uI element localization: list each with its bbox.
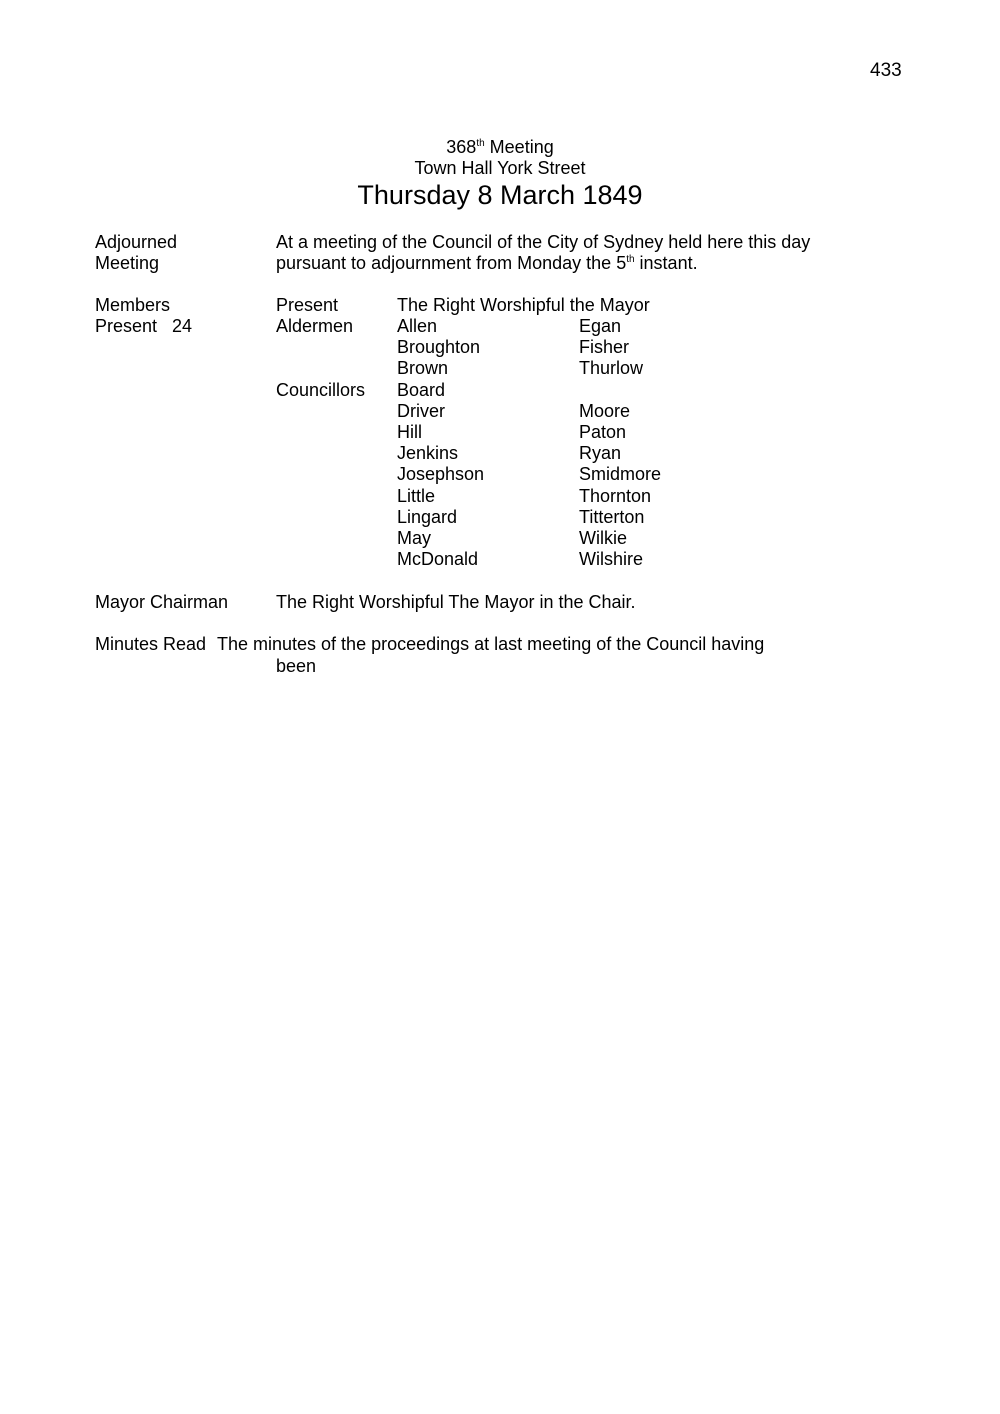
meeting-number: 368th Meeting [446,137,554,157]
councillors-label: Councillors [276,380,366,400]
meeting-date: Thursday 8 March 1849 [357,180,643,210]
councillor-name: Wilshire [579,549,644,569]
adjourned-label-line2: Meeting [95,253,160,273]
councillor-name: Board [397,380,446,400]
members-label-line1: Members [95,295,171,315]
adjourned-label-line1: Adjourned [95,232,178,252]
councillor-name: Moore [579,401,631,421]
councillor-name: Paton [579,422,627,442]
alderman-name: Allen [397,316,438,336]
councillor-name: Hill [397,422,422,442]
page-number: 433 [870,60,902,81]
present-mayor: The Right Worshipful the Mayor [397,295,650,315]
alderman-name: Egan [579,316,622,336]
councillor-name: Titterton [579,507,645,527]
present-label: Present [276,295,339,315]
councillor-name: Josephson [397,464,485,484]
adjourned-text-line1: At a meeting of the Council of the City of Sydney held here this day [276,232,811,252]
councillor-name: Little [397,486,436,506]
councillor-name: Jenkins [397,443,459,463]
councillor-name: May [397,528,432,548]
councillor-name: Driver [397,401,445,421]
councillor-name: Wilkie [579,528,627,548]
councillor-name: Smidmore [579,464,662,484]
minutes-text-line2: been [276,656,317,676]
alderman-name: Thurlow [579,358,644,378]
members-label-line2: Present 24 [95,316,193,336]
meeting-venue: Town Hall York Street [414,158,586,178]
chairman-text: The Right Worshipful The Mayor in the Chair. [276,592,636,612]
councillor-name: McDonald [397,549,479,569]
chairman-label: Mayor Chairman [95,592,229,612]
councillor-name: Ryan [579,443,622,463]
minutes-label: Minutes Read [95,634,207,654]
alderman-name: Brown [397,358,449,378]
adjourned-text-line2: pursuant to adjournment from Monday the 5th instant. [276,253,698,273]
alderman-name: Fisher [579,337,630,357]
alderman-name: Broughton [397,337,481,357]
aldermen-label: Aldermen [276,316,354,336]
councillor-name: Lingard [397,507,458,527]
councillor-name: Thornton [579,486,652,506]
minutes-text-line1: The minutes of the proceedings at last meeting of the Council having [217,634,765,654]
